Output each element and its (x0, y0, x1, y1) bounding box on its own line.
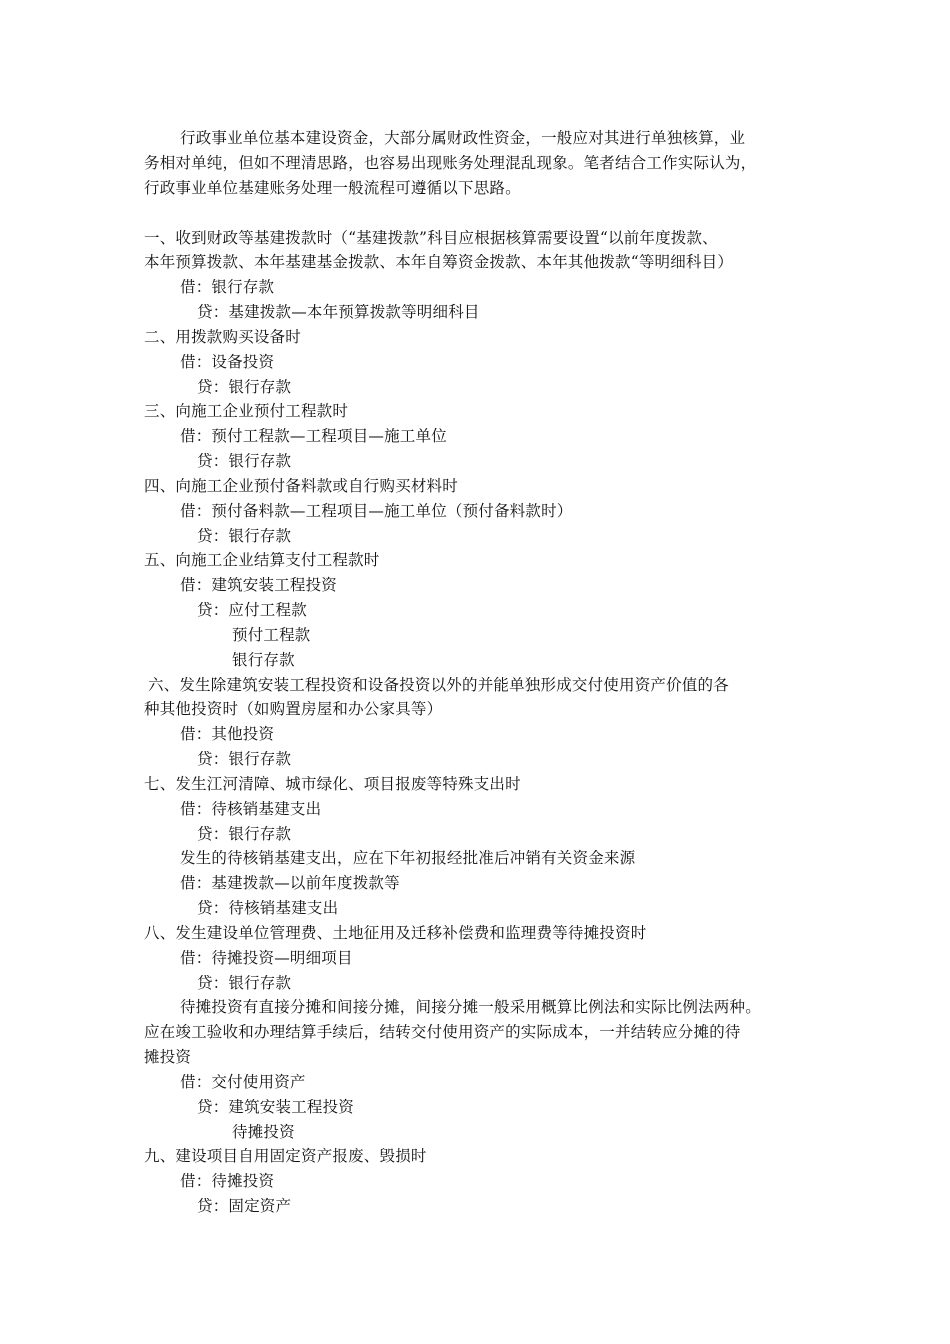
section-4-heading: 四、向施工企业预付备料款或自行购买材料时 (144, 477, 459, 495)
section-7-credit-2: 贷：待核销基建支出 (197, 899, 339, 917)
section-1-debit: 借：银行存款 (180, 278, 275, 296)
section-6-debit: 借：其他投资 (180, 725, 275, 743)
section-8-note-line-3: 摊投资 (144, 1048, 192, 1066)
section-7-note: 发生的待核销基建支出，应在下年初报经批准后冲销有关资金来源 (180, 849, 636, 867)
section-5-credit-line-3: 银行存款 (232, 651, 295, 669)
section-6-heading-line-1: 六、发生除建筑安装工程投资和设备投资以外的并能单独形成交付使用资产价值的各 (148, 676, 729, 694)
section-2-credit: 贷：银行存款 (197, 378, 292, 396)
section-9-credit: 贷：固定资产 (197, 1197, 292, 1215)
section-9-debit: 借：待摊投资 (180, 1172, 275, 1190)
section-5-debit: 借：建筑安装工程投资 (180, 576, 338, 594)
section-2-debit: 借：设备投资 (180, 353, 275, 371)
section-7-credit: 贷：银行存款 (197, 825, 292, 843)
section-8-heading: 八、发生建设单位管理费、土地征用及迁移补偿费和监理费等待摊投资时 (144, 924, 647, 942)
section-8-credit-2: 贷：建筑安装工程投资 (197, 1098, 355, 1116)
section-8-credit: 贷：银行存款 (197, 974, 292, 992)
section-3-heading: 三、向施工企业预付工程款时 (144, 402, 349, 420)
section-6-credit: 贷：银行存款 (197, 750, 292, 768)
section-5-credit: 贷：应付工程款 (197, 601, 307, 619)
section-6-heading-line-2: 种其他投资时（如购置房屋和办公家具等） (144, 700, 443, 718)
section-7-heading: 七、发生江河清障、城市绿化、项目报废等特殊支出时 (144, 775, 521, 793)
section-5-credit-line-2: 预付工程款 (232, 626, 311, 644)
section-3-credit: 贷：银行存款 (197, 452, 292, 470)
section-9-heading: 九、建设项目自用固定资产报废、毁损时 (144, 1147, 427, 1165)
section-7-debit-2: 借：基建拨款—以前年度拨款等 (180, 874, 400, 892)
section-4-credit: 贷：银行存款 (197, 527, 292, 545)
section-1-credit: 贷：基建拨款—本年预算拨款等明细科目 (197, 303, 480, 321)
section-8-note-line-2: 应在竣工验收和办理结算手续后，结转交付使用资产的实际成本，一并结转应分摊的待 (144, 1023, 741, 1041)
section-8-debit-2: 借：交付使用资产 (180, 1073, 306, 1091)
section-3-debit: 借：预付工程款—工程项目—施工单位 (180, 427, 447, 445)
section-1-heading-line-1: 一、收到财政等基建拨款时（“基建拨款”科目应根据核算需要设置“以前年度拨款、 (144, 229, 718, 247)
intro-line-3: 行政事业单位基建账务处理一般流程可遵循以下思路。 (144, 179, 521, 197)
section-5-heading: 五、向施工企业结算支付工程款时 (144, 551, 380, 569)
section-8-credit-2-line-2: 待摊投资 (232, 1123, 295, 1141)
section-4-debit: 借：预付备料款—工程项目—施工单位（预付备料款时） (180, 502, 573, 520)
section-2-heading: 二、用拨款购买设备时 (144, 328, 302, 346)
section-8-debit: 借：待摊投资—明细项目 (180, 949, 353, 967)
section-7-debit: 借：待核销基建支出 (180, 800, 322, 818)
intro-line-1: 行政事业单位基本建设资金，大部分属财政性资金，一般应对其进行单独核算，业 (180, 129, 746, 147)
intro-line-2: 务相对单纯，但如不理清思路，也容易出现账务处理混乱现象。笔者结合工作实际认为， (144, 154, 757, 172)
section-1-heading-line-2: 本年预算拨款、本年基建基金拨款、本年自筹资金拨款、本年其他拨款“等明细科目） (144, 253, 734, 271)
section-8-note-line-1: 待摊投资有直接分摊和间接分摊，间接分摊一般采用概算比例法和实际比例法两种。 (180, 998, 761, 1016)
